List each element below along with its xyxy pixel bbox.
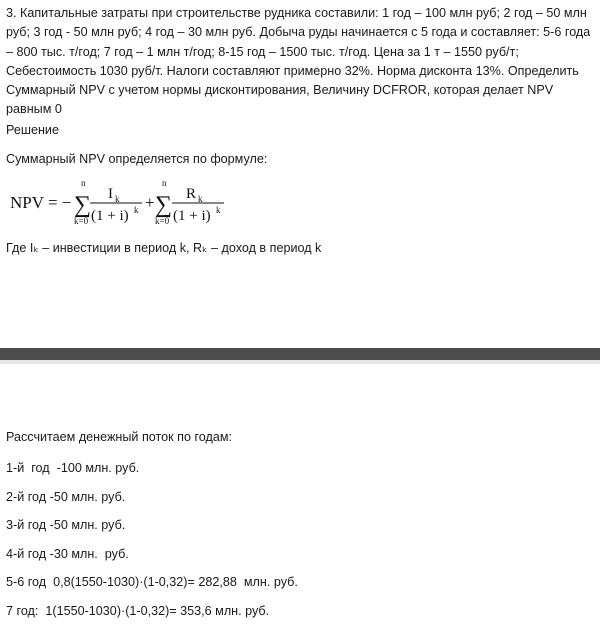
cashflow-year-7: 7 год: 1(1550-1030)·(1-0,32)= 353,6 млн. руб.: [6, 602, 298, 630]
numerator-2: R: [186, 186, 196, 202]
cashflow-year-4: 4-й год -30 млн. руб.: [6, 545, 298, 574]
denominator-2-exp: k: [216, 205, 221, 215]
page-break-bar: [0, 348, 600, 360]
page-bottom-section: [0, 364, 600, 625]
sum-2-lower: k=0: [155, 216, 170, 226]
cashflow-list: [6, 459, 298, 630]
cashflow-year-2: 2-й год -50 млн. руб.: [6, 488, 298, 517]
denominator-1: (1 + i): [91, 208, 129, 224]
cashflow-year-5-6: 5-6 год 0,8(1550-1030)·(1-0,32)= 282,88 млн. руб.: [6, 573, 298, 602]
page-top-section: [0, 0, 600, 258]
cashflow-intro: Рассчитаем денежный поток по годам:: [6, 430, 232, 444]
cashflow-year-3: 3-й год -50 млн. руб.: [6, 516, 298, 545]
solution-heading: Решение: [6, 123, 59, 137]
sum-1-lower: k=0: [74, 216, 89, 226]
numerator-1-sub: k: [115, 194, 120, 204]
formula-lhs: NPV = −: [10, 193, 71, 212]
sum-symbol-2: ∑: [155, 192, 172, 218]
formula-intro: Суммарный NPV определяется по формуле:: [6, 152, 267, 166]
numerator-2-sub: k: [198, 194, 203, 204]
npv-formula: [0, 172, 240, 236]
denominator-1-exp: k: [134, 205, 139, 215]
formula-plus: +: [145, 193, 155, 212]
denominator-2: (1 + i): [173, 208, 211, 224]
sum-1-upper: n: [81, 178, 86, 188]
cashflow-year-1: 1-й год -100 млн. руб.: [6, 459, 298, 488]
problem-statement: 3. Капитальные затраты при строительстве рудника составили: 1 год – 100 млн руб; 2 год – 50 млн руб; 3 год - 50 млн руб; 4 год – 30 млн руб. Добыча руды начинается с 5 года и составляет: 5-6 года – 800 тыс. т/год; 7 год – 1 млн т/год; 8-15 год – 1500 тыс. т/год. Цена за 1 т – 1550 руб/т; Себестоимость 1030 руб/т. Налоги составляют примерно 32%. Норма дисконта 13%. Определить Суммарный NPV с учетом нормы дисконтирования, Величину DCFROR, которая делает NPV равным 0: [6, 4, 596, 120]
sum-symbol-1: ∑: [74, 192, 91, 218]
numerator-1: I: [108, 186, 113, 202]
formula-legend: Где Iₖ – инвестиции в период k, Rₖ – доход в период k: [6, 240, 321, 255]
sum-2-upper: n: [162, 178, 167, 188]
